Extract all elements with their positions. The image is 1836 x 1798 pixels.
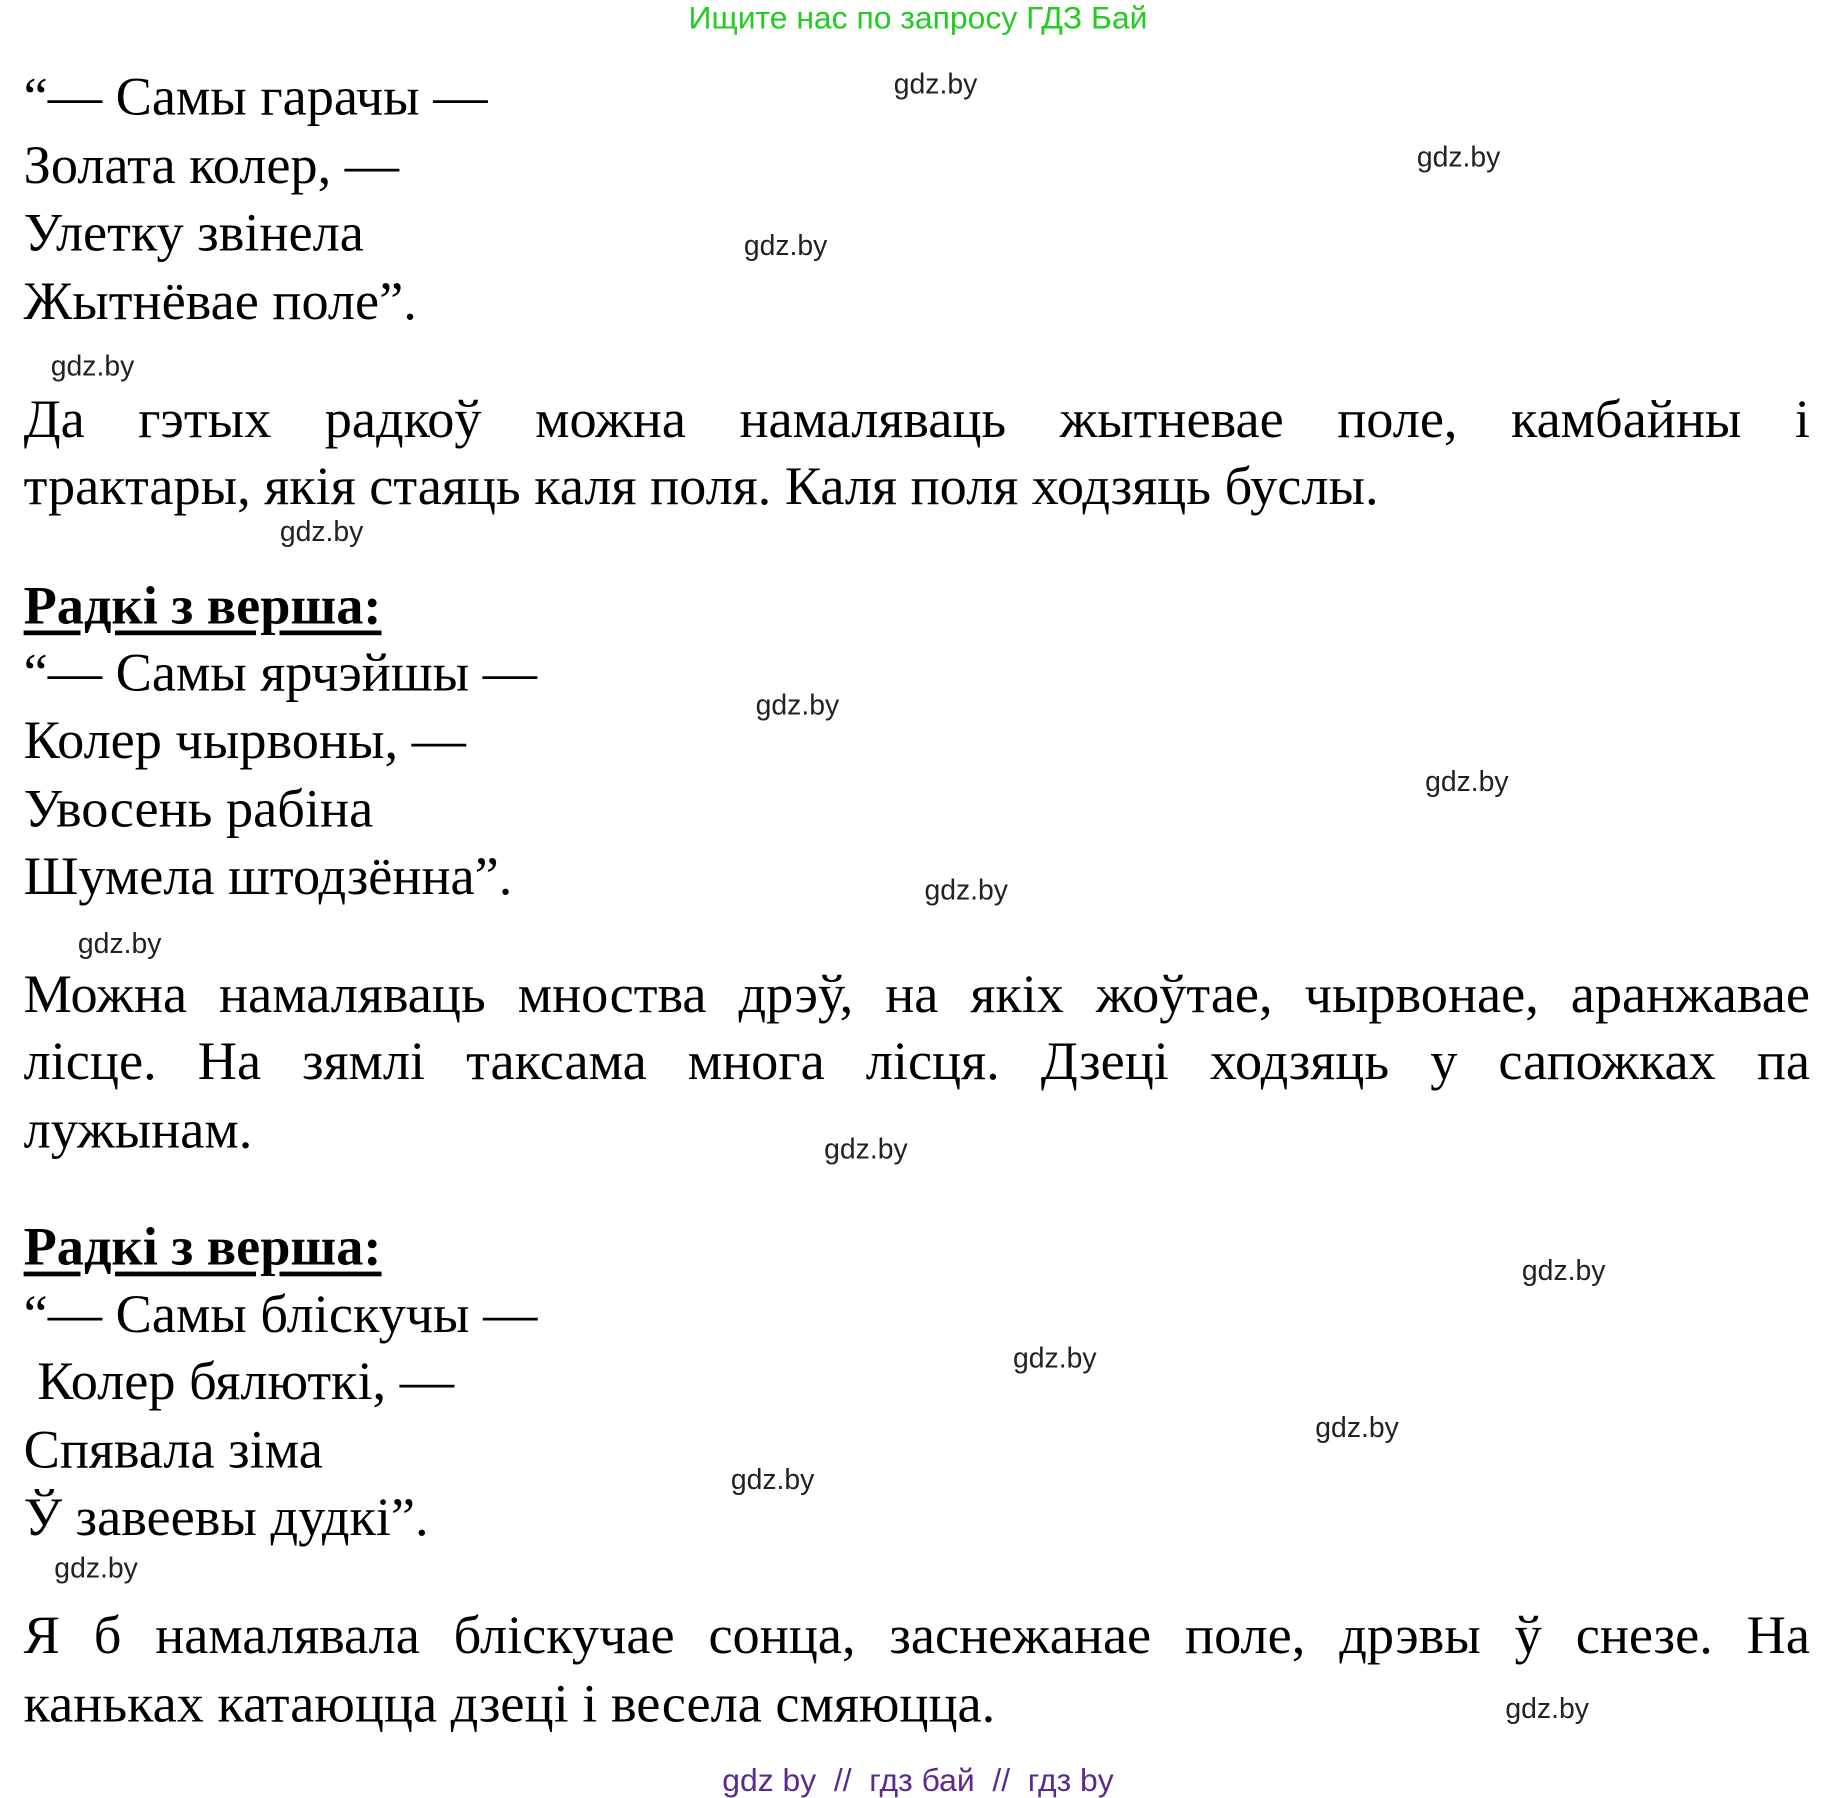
watermark: gdz.by — [77, 928, 162, 960]
watermark: gdz.by — [1521, 1255, 1606, 1287]
paragraph-line: лісце. На зямлі таксама многа лісця. Дзеці ходзяць у сапожках па — [23, 1030, 1811, 1091]
verse-line: Улетку звінела — [23, 201, 364, 263]
paragraph-line: Я б намалявала бліскучае сонца, заснежанае поле, дрэвы ў снезе. На — [23, 1604, 1811, 1665]
watermark: gdz.by — [755, 689, 840, 722]
verse-line: Золата колер, — — [23, 134, 400, 195]
watermark: gdz.by — [1416, 141, 1501, 174]
paragraph-line: лужынам. — [23, 1099, 253, 1160]
verse-line: “— Самы гарачы — — [23, 66, 488, 127]
promo-banner: Ищите нас по запросу ГДЗ Бай — [688, 0, 1148, 36]
verse-line: Спявала зіма — [23, 1419, 323, 1480]
section-heading: Радкі з верша: — [23, 575, 382, 636]
verse-line: Увосень рабіна — [23, 778, 374, 839]
watermark: gdz.by — [743, 230, 828, 263]
watermark: gdz.by — [893, 68, 978, 101]
verse-line: Ў завеевы дудкі”. — [23, 1486, 429, 1547]
watermark: gdz.by — [924, 874, 1008, 907]
watermark: gdz.by — [50, 350, 135, 383]
watermark: gdz.by — [1315, 1412, 1399, 1444]
paragraph-line: Да гэтых радкоў можна намаляваць жытневае поле, камбайны і — [23, 388, 1811, 449]
watermark: gdz.by — [54, 1552, 138, 1585]
section-heading: Радкі з верша: — [23, 1216, 382, 1277]
watermark: gdz.by — [1013, 1342, 1097, 1375]
verse-line: Колер бялюткі, — — [23, 1350, 455, 1411]
watermark: gdz.by — [824, 1133, 908, 1166]
watermark: gdz.by — [1425, 766, 1509, 799]
verse-line: Шумела штодзённа”. — [23, 845, 513, 906]
verse-line: “— Самы ярчэйшы — — [23, 642, 538, 703]
watermark: gdz.by — [1505, 1693, 1589, 1726]
paragraph-line: Можна намаляваць мноства дрэў, на якіх жоўтае, чырвонае, аранжавае — [23, 963, 1811, 1024]
verse-line: “— Самы бліскучы — — [23, 1283, 538, 1344]
watermark: gdz.by — [730, 1464, 815, 1496]
verse-line: Колер чырвоны, — — [23, 709, 466, 770]
verse-line: Жытнёвае поле”. — [23, 270, 417, 331]
paragraph-line: трактары, якія стаяць каля поля. Каля поля ходзяць буслы. — [23, 455, 1379, 516]
paragraph-line: каньках катаюцца дзеці і весела смяюцца. — [23, 1673, 996, 1734]
watermark: gdz.by — [279, 515, 364, 548]
footer-links: gdz by // гдз бай // гдз by — [722, 1762, 1114, 1798]
